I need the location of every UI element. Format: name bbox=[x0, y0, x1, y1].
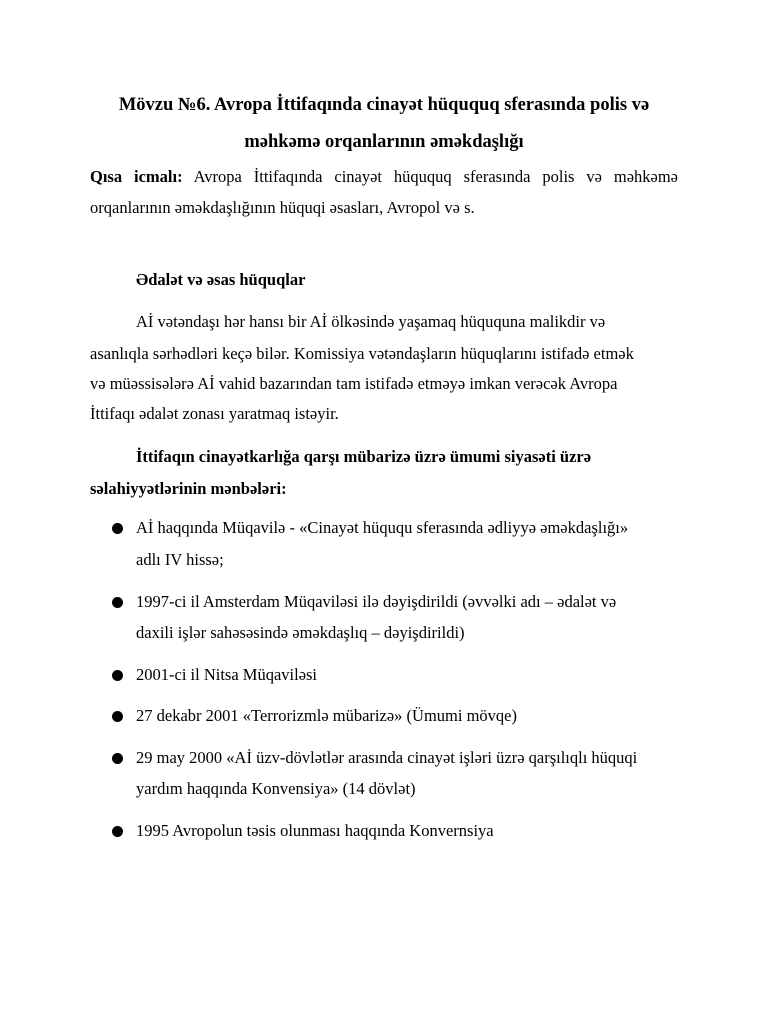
list-item-line: Aİ haqqında Müqavilə - «Cinayət hüququ sferasında ədliyyə əməkdaşlığı» bbox=[136, 518, 629, 537]
section-heading-sources-1: İttifaqın cinayətkarlığa qarşı mübarizə üzrə ümumi siyasəti üzrə bbox=[136, 447, 592, 466]
summary-line-2: orqanlarının əməkdaşlığının hüquqi əsasları, Avropol və s. bbox=[90, 198, 475, 217]
document-title-line-2: məhkəmə orqanlarının əməkdaşlığı bbox=[244, 132, 524, 152]
list-item-line: 1997-ci il Amsterdam Müqaviləsi ilə dəyişdirildi (əvvəlki adı – ədalət və bbox=[136, 592, 617, 611]
list-item-line: yardım haqqında Konvensiya» (14 dövlət) bbox=[136, 779, 416, 798]
document-title-line-1: Mövzu №6. Avropa İttifaqında cinayət hüququq sferasında polis və bbox=[118, 95, 650, 115]
summary-label: Qısa icmalı: bbox=[90, 167, 183, 186]
section-heading-justice: Ədalət və əsas hüquqlar bbox=[136, 270, 306, 289]
summary-line-1 bbox=[90, 167, 678, 187]
list-item-line: 1995 Avropolun təsis olunması haqqında Konvernsiya bbox=[136, 821, 494, 840]
bullet-icon bbox=[112, 826, 123, 837]
list-item-line: 29 may 2000 «Aİ üzv-dövlətlər arasında cinayət işləri üzrə qarşılıqlı hüquqi bbox=[136, 748, 638, 767]
summary-text-1: Avropa İttifaqında cinayət hüququq sferasında polis və məhkəmə bbox=[182, 167, 679, 186]
paragraph-line: İttifaqı ədalət zonası yaratmaq istəyir. bbox=[90, 404, 339, 423]
bullet-icon bbox=[112, 753, 123, 764]
paragraph-line: Aİ vətəndaşı hər hansı bir Aİ ölkəsində yaşamaq hüququna malikdir və bbox=[136, 312, 606, 331]
list-item-line: 27 dekabr 2001 «Terrorizmlə mübarizə» (Ümumi mövqe) bbox=[136, 706, 517, 725]
bullet-icon bbox=[112, 523, 123, 534]
bullet-icon bbox=[112, 597, 123, 608]
list-item-line: adlı IV hissə; bbox=[136, 550, 224, 569]
section-heading-sources-2: səlahiyyətlərinin mənbələri: bbox=[90, 479, 287, 498]
list-item-line: 2001-ci il Nitsa Müqaviləsi bbox=[136, 665, 318, 684]
paragraph-line: və müəssisələrə Aİ vahid bazarından tam istifadə etməyə imkan verəcək Avropa bbox=[90, 374, 618, 393]
bullet-icon bbox=[112, 670, 123, 681]
bullet-icon bbox=[112, 711, 123, 722]
paragraph-line: asanlıqla sərhədləri keçə bilər. Komissiya vətəndaşların hüquqlarını istifadə etmək bbox=[90, 344, 634, 363]
list-item-line: daxili işlər sahəsəsində əməkdaşlıq – dəyişdirildi) bbox=[136, 623, 465, 642]
